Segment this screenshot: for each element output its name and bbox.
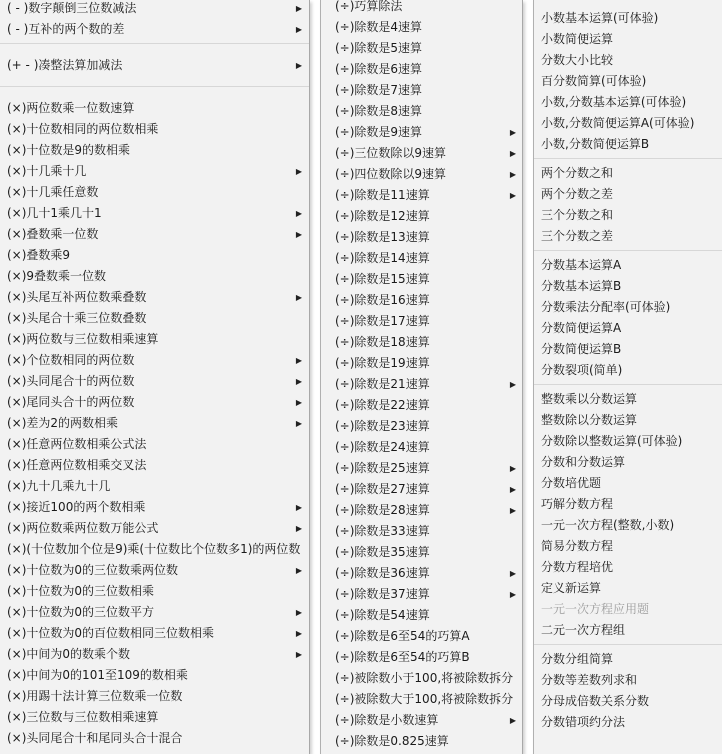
- menu-item-label: (÷)除数是36速算: [335, 566, 430, 580]
- menu-item[interactable]: [0, 0, 309, 19]
- menu-item-label: (÷)除数是13速算: [335, 230, 430, 244]
- submenu-arrow-icon: ▶: [295, 230, 302, 239]
- submenu-arrow-icon: ▶: [295, 25, 302, 34]
- menu-item-label: 分数等差数列求和: [541, 673, 638, 687]
- menu-item-label: (×)任意两位数相乘交叉法: [7, 458, 147, 472]
- menu-item-label: 百分数简算(可体验): [541, 74, 647, 88]
- menu-item[interactable]: [321, 59, 522, 80]
- menu-item[interactable]: [321, 584, 522, 605]
- submenu-arrow-icon: ▶: [509, 170, 516, 179]
- menu-item-label: 分数简便运算B: [541, 342, 622, 356]
- menu-item-label: 分数裂项(简单): [541, 363, 623, 377]
- menu-item[interactable]: [534, 205, 722, 226]
- menu-item-label: (×)尾同头合十的两位数: [7, 395, 135, 409]
- submenu-arrow-icon: ▶: [509, 128, 516, 137]
- menu-item-label: (÷)除数是28速算: [335, 503, 430, 517]
- menu-item[interactable]: [534, 113, 722, 134]
- menu-item[interactable]: [534, 184, 722, 205]
- menu-item-label: (×)接近100的两个数相乘: [7, 500, 146, 514]
- menu-item-label: 三个分数之和: [541, 208, 614, 222]
- menu-item-label: (÷)除数是6至54的巧算A: [335, 629, 470, 643]
- menu-item-label: (×)两位数与三位数相乘速算: [7, 332, 159, 346]
- menu-item-label: 整数乘以分数运算: [541, 392, 638, 406]
- menu-item: [534, 599, 722, 620]
- menu-item[interactable]: [321, 710, 522, 731]
- menu-item[interactable]: [321, 731, 522, 752]
- menu-item[interactable]: [534, 410, 722, 431]
- menu-separator: [0, 43, 309, 44]
- menu-item-label: (÷)除数是35速算: [335, 545, 430, 559]
- context-menu-add-subtract-multiply: [0, 0, 310, 754]
- submenu-arrow-icon: ▶: [295, 629, 302, 638]
- menu-item-label: (×)两位数乘一位数速算: [7, 101, 135, 115]
- menu-item[interactable]: [0, 371, 309, 392]
- menu-item[interactable]: [534, 29, 722, 50]
- menu-item[interactable]: [534, 276, 722, 297]
- menu-separator: [534, 644, 722, 645]
- menu-item-label: (÷)除数是19速算: [335, 356, 430, 370]
- menu-item-label: (×)(十位数加个位是9)乘(十位数比个位数多1)的两位数: [7, 542, 301, 556]
- menu-item[interactable]: [321, 311, 522, 332]
- submenu-fractions-decimals: [533, 0, 722, 754]
- menu-item-label: (÷)被除数大于100,将被除数拆分: [335, 692, 514, 706]
- menu-item-label: 二元一次方程组: [541, 623, 626, 637]
- menu-item[interactable]: [0, 686, 309, 707]
- menu-item[interactable]: [321, 626, 522, 647]
- menu-item-label: (÷)除数是8速算: [335, 104, 423, 118]
- submenu-arrow-icon: ▶: [509, 380, 516, 389]
- menu-item-label: ( - )互补的两个数的差: [7, 22, 125, 36]
- submenu-arrow-icon: ▶: [295, 209, 302, 218]
- menu-item-label: 分数除以整数运算(可体验): [541, 434, 683, 448]
- menu-item-label: (÷)除数是14速算: [335, 251, 430, 265]
- menu-item-label: (×)头尾合十乘三位数叠数: [7, 311, 147, 325]
- menu-item[interactable]: [0, 413, 309, 434]
- menu-item-label: (×)头同尾合十和尾同头合十混合: [7, 731, 183, 745]
- menu-item[interactable]: [534, 71, 722, 92]
- menu-item-label: 一元一次方程应用题: [541, 602, 650, 616]
- menu-item-label: (÷)除数是11速算: [335, 188, 430, 202]
- menu-item-label: (÷)除数是16速算: [335, 293, 430, 307]
- menu-item-label: 分母成倍数关系分数: [541, 694, 650, 708]
- menu-item-label: (×)任意两位数相乘公式法: [7, 437, 147, 451]
- menu-item-label: 整数除以分数运算: [541, 413, 638, 427]
- menu-item[interactable]: [0, 434, 309, 455]
- menu-item[interactable]: [0, 119, 309, 140]
- submenu-arrow-icon: ▶: [295, 566, 302, 575]
- submenu-arrow-icon: ▶: [295, 4, 302, 13]
- menu-item[interactable]: [0, 707, 309, 728]
- menu-item[interactable]: [534, 255, 722, 276]
- menu-item-label: (×)几十1乘几十1: [7, 206, 102, 220]
- menu-item[interactable]: [0, 287, 309, 308]
- menu-item[interactable]: [321, 542, 522, 563]
- menu-item-label: (÷)四位数除以9速算: [335, 167, 447, 181]
- menu-item[interactable]: [321, 269, 522, 290]
- menu-item[interactable]: [321, 374, 522, 395]
- menu-item-label: 小数基本运算(可体验): [541, 11, 659, 25]
- menu-item[interactable]: [534, 557, 722, 578]
- menu-item-label: (×)十位数为0的三位数平方: [7, 605, 155, 619]
- menu-spacer: [0, 76, 309, 83]
- menu-item[interactable]: [0, 665, 309, 686]
- menu-item[interactable]: [0, 161, 309, 182]
- menu-item-label: (×)十位数为0的百位数相同三位数相乘: [7, 626, 215, 640]
- menu-separator: [534, 158, 722, 159]
- menu-items: [534, 8, 722, 733]
- submenu-arrow-icon: ▶: [295, 608, 302, 617]
- menu-item[interactable]: [0, 203, 309, 224]
- menu-item[interactable]: [0, 350, 309, 371]
- menu-separator: [534, 384, 722, 385]
- menu-item-label: (×)头尾互补两位数乘叠数: [7, 290, 147, 304]
- submenu-arrow-icon: ▶: [295, 377, 302, 386]
- menu-item[interactable]: [321, 563, 522, 584]
- menu-item-label: (×)9叠数乘一位数: [7, 269, 107, 283]
- menu-item-label: (×)用踢十法计算三位数乘一位数: [7, 689, 183, 703]
- menu-item[interactable]: [534, 536, 722, 557]
- menu-item-label: (×)两位数乘两位数万能公式: [7, 521, 159, 535]
- menu-item-label: (×)十位数为0的三位数乘两位数: [7, 563, 179, 577]
- menu-item[interactable]: [534, 691, 722, 712]
- menu-item-label: (÷)除数是17速算: [335, 314, 430, 328]
- menu-item-label: ( - )数字颠倒三位数减法: [7, 1, 137, 15]
- submenu-arrow-icon: ▶: [509, 149, 516, 158]
- menu-item[interactable]: [321, 647, 522, 668]
- menu-item-label: (×)叠数乘一位数: [7, 227, 99, 241]
- submenu-arrow-icon: ▶: [295, 398, 302, 407]
- menu-item-label: (÷)被除数小于100,将被除数拆分: [335, 671, 514, 685]
- submenu-arrow-icon: ▶: [295, 524, 302, 533]
- menu-item[interactable]: [321, 164, 522, 185]
- menu-item-label: (÷)除数是12速算: [335, 209, 430, 223]
- menu-item[interactable]: [534, 712, 722, 733]
- menu-item[interactable]: [321, 668, 522, 689]
- menu-item[interactable]: [321, 437, 522, 458]
- menu-item-label: (+ - )凑整法算加减法: [7, 58, 123, 72]
- menu-item[interactable]: [321, 101, 522, 122]
- menu-separator: [534, 250, 722, 251]
- menu-item[interactable]: [534, 297, 722, 318]
- menu-item[interactable]: [534, 452, 722, 473]
- menu-item[interactable]: [321, 395, 522, 416]
- menu-item[interactable]: [321, 38, 522, 59]
- menu-item-label: 三个分数之差: [541, 229, 614, 243]
- menu-item[interactable]: [0, 518, 309, 539]
- menu-item[interactable]: [534, 339, 722, 360]
- menu-item[interactable]: [321, 479, 522, 500]
- menu-item[interactable]: [321, 122, 522, 143]
- menu-item[interactable]: [534, 318, 722, 339]
- menu-item-label: (×)中间为0的101至109的数相乘: [7, 668, 188, 682]
- menu-item[interactable]: [321, 416, 522, 437]
- submenu-arrow-icon: ▶: [509, 716, 516, 725]
- menu-item-label: (÷)三位数除以9速算: [335, 146, 447, 160]
- menu-item-label: 小数简便运算: [541, 32, 614, 46]
- menu-item-label: 分数大小比较: [541, 53, 614, 67]
- menu-item[interactable]: [0, 329, 309, 350]
- menu-item[interactable]: [534, 92, 722, 113]
- menu-item-label: 分数方程培优: [541, 560, 614, 574]
- menu-item-label: (×)十几乘十几: [7, 164, 87, 178]
- menu-item[interactable]: [0, 392, 309, 413]
- menu-item-label: 分数基本运算B: [541, 279, 622, 293]
- menu-item[interactable]: [0, 19, 309, 40]
- submenu-arrow-icon: ▶: [509, 191, 516, 200]
- menu-item[interactable]: [534, 473, 722, 494]
- menu-item[interactable]: [534, 163, 722, 184]
- menu-items: [0, 0, 309, 749]
- menu-item[interactable]: [321, 458, 522, 479]
- menu-item-label: 分数培优题: [541, 476, 602, 490]
- submenu-arrow-icon: ▶: [295, 419, 302, 428]
- submenu-arrow-icon: ▶: [509, 485, 516, 494]
- menu-item-label: (×)个位数相同的两位数: [7, 353, 135, 367]
- menu-item[interactable]: [0, 245, 309, 266]
- menu-item[interactable]: [0, 224, 309, 245]
- menu-item[interactable]: [321, 185, 522, 206]
- menu-item-label: 定义新运算: [541, 581, 602, 595]
- menu-item-label: (÷)除数是27速算: [335, 482, 430, 496]
- menu-item[interactable]: [0, 266, 309, 287]
- menu-item-label: 分数乘法分配率(可体验): [541, 300, 671, 314]
- menu-item-label: 分数分组简算: [541, 652, 614, 666]
- menu-item-label: (×)十位数相同的两位数相乘: [7, 122, 159, 136]
- menu-item[interactable]: [0, 308, 309, 329]
- menu-item-label: (×)叠数乘9: [7, 248, 71, 262]
- menu-item-label: 两个分数之差: [541, 187, 614, 201]
- menu-item[interactable]: [0, 644, 309, 665]
- menu-item-label: (×)九十几乘九十几: [7, 479, 111, 493]
- menu-item-label: 简易分数方程: [541, 539, 614, 553]
- menu-item-label: (×)三位数与三位数相乘速算: [7, 710, 159, 724]
- menu-spacer: [0, 48, 309, 55]
- menu-item[interactable]: [0, 98, 309, 119]
- menu-item[interactable]: [534, 50, 722, 71]
- menu-item-label: 巧解分数方程: [541, 497, 614, 511]
- menu-separator: [0, 86, 309, 87]
- menu-item[interactable]: [321, 227, 522, 248]
- menu-item[interactable]: [534, 226, 722, 247]
- menu-item[interactable]: [534, 389, 722, 410]
- menu-item-label: (÷)除数是54速算: [335, 608, 430, 622]
- menu-item-label: 小数,分数简便运算A(可体验): [541, 116, 695, 130]
- menu-item[interactable]: [321, 206, 522, 227]
- menu-item[interactable]: [0, 140, 309, 161]
- submenu-division: [320, 0, 523, 754]
- submenu-arrow-icon: ▶: [295, 293, 302, 302]
- menu-item-label: (÷)除数是15速算: [335, 272, 430, 286]
- menu-spacer: [0, 91, 309, 98]
- menu-item-label: (÷)巧算除法: [335, 0, 403, 13]
- menu-item-label: (÷)除数是22速算: [335, 398, 430, 412]
- menu-item[interactable]: [0, 560, 309, 581]
- menu-item-label: (÷)除数是6速算: [335, 62, 423, 76]
- submenu-arrow-icon: ▶: [295, 356, 302, 365]
- submenu-arrow-icon: ▶: [295, 650, 302, 659]
- menu-item-label: (×)十位数为0的三位数相乘: [7, 584, 155, 598]
- menu-item-label: 分数错项约分法: [541, 715, 626, 729]
- menu-item-label: (÷)除数是0.825速算: [335, 734, 449, 748]
- submenu-arrow-icon: ▶: [509, 464, 516, 473]
- menu-item-label: 分数和分数运算: [541, 455, 626, 469]
- menu-item[interactable]: [321, 80, 522, 101]
- menu-item-label: (÷)除数是21速算: [335, 377, 430, 391]
- menu-item[interactable]: [321, 605, 522, 626]
- menu-item[interactable]: [321, 353, 522, 374]
- menu-item-label: 小数,分数基本运算(可体验): [541, 95, 687, 109]
- menu-item-label: (÷)除数是33速算: [335, 524, 430, 538]
- menu-item[interactable]: [534, 620, 722, 641]
- menu-item[interactable]: [321, 689, 522, 710]
- menu-item-label: (÷)除数是6至54的巧算B: [335, 650, 470, 664]
- menu-item[interactable]: [534, 8, 722, 29]
- menu-items: [321, 0, 522, 752]
- menu-item[interactable]: [0, 623, 309, 644]
- submenu-arrow-icon: ▶: [509, 569, 516, 578]
- menu-item[interactable]: [321, 290, 522, 311]
- menu-item[interactable]: [534, 360, 722, 381]
- menu-item-label: (÷)除数是9速算: [335, 125, 423, 139]
- menu-item-label: (÷)除数是4速算: [335, 20, 423, 34]
- menu-item-label: 分数基本运算A: [541, 258, 622, 272]
- menu-item-label: (×)十几乘任意数: [7, 185, 99, 199]
- menu-item-label: 两个分数之和: [541, 166, 614, 180]
- menu-item[interactable]: [534, 431, 722, 452]
- menu-item-label: (÷)除数是25速算: [335, 461, 430, 475]
- menu-item[interactable]: [321, 332, 522, 353]
- menu-item-label: (÷)除数是18速算: [335, 335, 430, 349]
- menu-item[interactable]: [0, 581, 309, 602]
- menu-item[interactable]: [534, 578, 722, 599]
- menu-item[interactable]: [0, 728, 309, 749]
- menu-item-label: (÷)除数是小数速算: [335, 713, 439, 727]
- menu-item[interactable]: [0, 602, 309, 623]
- menu-item[interactable]: [534, 494, 722, 515]
- menu-item[interactable]: [321, 500, 522, 521]
- menu-item[interactable]: [0, 55, 309, 76]
- menu-item[interactable]: [534, 134, 722, 155]
- menu-item[interactable]: [0, 497, 309, 518]
- menu-item-label: (÷)除数是5速算: [335, 41, 423, 55]
- menu-item[interactable]: [0, 455, 309, 476]
- menu-item[interactable]: [534, 515, 722, 536]
- menu-item-label: 小数,分数简便运算B: [541, 137, 650, 151]
- submenu-arrow-icon: ▶: [509, 506, 516, 515]
- menu-item-label: (÷)除数是37速算: [335, 587, 430, 601]
- menu-item-label: (÷)除数是24速算: [335, 440, 430, 454]
- menu-item-label: (×)中间为0的数乘个数: [7, 647, 131, 661]
- menu-item-label: (÷)除数是7速算: [335, 83, 423, 97]
- menu-item[interactable]: [0, 182, 309, 203]
- submenu-arrow-icon: ▶: [509, 590, 516, 599]
- menu-item-label: (×)头同尾合十的两位数: [7, 374, 135, 388]
- submenu-arrow-icon: ▶: [295, 61, 302, 70]
- menu-item-label: (÷)除数是23速算: [335, 419, 430, 433]
- submenu-arrow-icon: ▶: [295, 503, 302, 512]
- submenu-arrow-icon: ▶: [295, 167, 302, 176]
- menu-item-label: (×)差为2的两数相乘: [7, 416, 119, 430]
- menu-item[interactable]: [534, 649, 722, 670]
- menu-item-label: (×)十位数是9的数相乘: [7, 143, 131, 157]
- menu-item[interactable]: [321, 248, 522, 269]
- menu-item[interactable]: [321, 0, 522, 17]
- menu-item[interactable]: [534, 670, 722, 691]
- menu-item-label: 分数简便运算A: [541, 321, 622, 335]
- menu-item[interactable]: [321, 521, 522, 542]
- menu-item[interactable]: [0, 539, 309, 560]
- menu-item-label: 一元一次方程(整数,小数): [541, 518, 675, 532]
- menu-item[interactable]: [321, 143, 522, 164]
- menu-item[interactable]: [321, 17, 522, 38]
- menu-item[interactable]: [0, 476, 309, 497]
